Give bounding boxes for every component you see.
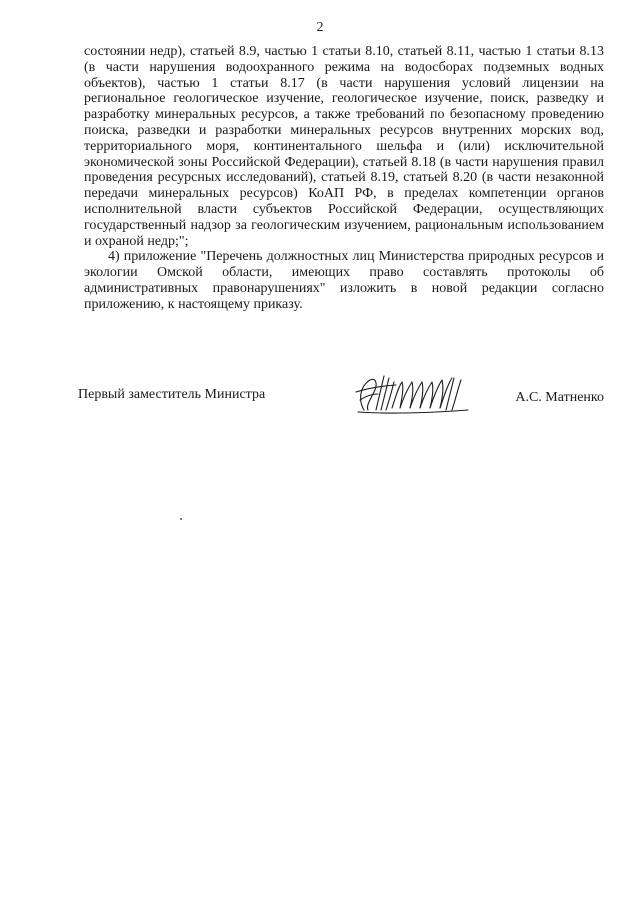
- scan-speck: [180, 518, 182, 520]
- signer-title: Первый заместитель Министра: [78, 387, 266, 402]
- handwritten-signature: [348, 370, 488, 418]
- paragraph-continuation: состоянии недр), статьей 8.9, частью 1 статьи 8.10, статьей 8.11, частью 1 статьи 8.13 (в части нарушения водоохранного режима на водосборах подземных водных объектов), частью 1 статьи 8.17 (в части нарушения условий лицензии на региональное геологическое изучение, геологическое изучение, поиск, разведку и разработку минеральных ресурсов, а также требований по безопасному проведению поиска, разведки и разработки минеральных ресурсов внутренних морских вод, территориального моря, континентального шельфа и (или) исключительной экономической зоны Российской Федерации), статьей 8.18 (в части нарушения правил проведения ресурсных исследований), статьей 8.19, статьей 8.20 (в части незаконной передачи минеральных ресурсов) КоАП РФ, в пределах компетенции органов исполнительной власти субъектов Российской Федерации, осуществляющих государственный надзор за геологическим изучением, рациональным использованием и охраной недр;";: [84, 44, 604, 249]
- page-number: 2: [316, 20, 324, 35]
- paragraph-item-4: 4) приложение "Перечень должностных лиц Министерства природных ресурсов и экологии Омской области, имеющих право составлять протоколы об административных правонарушениях" изложить в новой редакции согласно приложению, к настоящему приказу.: [84, 249, 604, 312]
- document-body: [84, 44, 604, 313]
- signer-name: А.С. Матненко: [515, 390, 604, 405]
- signature-block: [78, 370, 604, 418]
